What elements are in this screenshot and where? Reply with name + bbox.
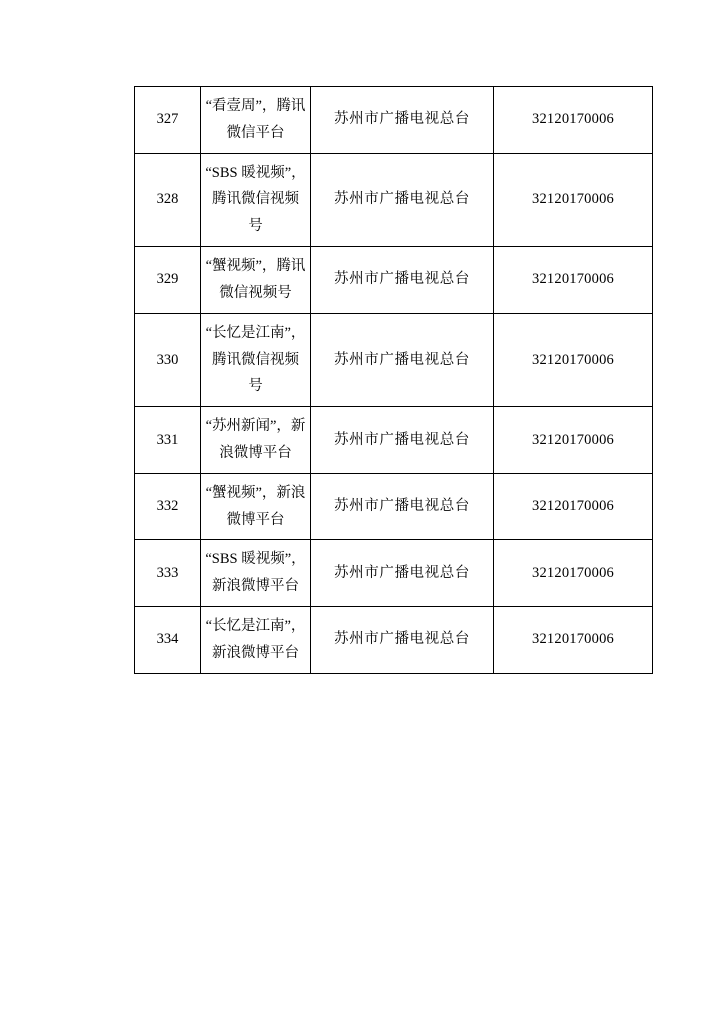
- row-organization: 苏州市广播电视总台: [311, 407, 494, 474]
- row-index: 334: [135, 607, 201, 674]
- row-service-name: “蟹视频”，新浪微博平台: [201, 473, 311, 540]
- row-service-name: “长忆是江南”，新浪微博平台: [201, 607, 311, 674]
- row-index: 332: [135, 473, 201, 540]
- registry-table: [134, 86, 653, 674]
- row-organization: 苏州市广播电视总台: [311, 473, 494, 540]
- row-index: 331: [135, 407, 201, 474]
- table-row: [135, 607, 653, 674]
- row-code: 32120170006: [494, 607, 653, 674]
- row-organization: 苏州市广播电视总台: [311, 607, 494, 674]
- row-organization: 苏州市广播电视总台: [311, 153, 494, 246]
- row-organization: 苏州市广播电视总台: [311, 540, 494, 607]
- row-code: 32120170006: [494, 407, 653, 474]
- row-index: 328: [135, 153, 201, 246]
- table-row: [135, 247, 653, 314]
- table-container: [134, 86, 616, 674]
- row-index: 330: [135, 313, 201, 406]
- row-index: 329: [135, 247, 201, 314]
- row-service-name: “蟹视频”，腾讯微信视频号: [201, 247, 311, 314]
- table-row: [135, 153, 653, 246]
- row-index: 333: [135, 540, 201, 607]
- row-code: 32120170006: [494, 473, 653, 540]
- row-organization: 苏州市广播电视总台: [311, 313, 494, 406]
- table-body: [135, 87, 653, 674]
- row-code: 32120170006: [494, 247, 653, 314]
- row-code: 32120170006: [494, 87, 653, 154]
- table-row: [135, 87, 653, 154]
- table-row: [135, 407, 653, 474]
- row-code: 32120170006: [494, 540, 653, 607]
- row-service-name: “SBS 暖视频”，新浪微博平台: [201, 540, 311, 607]
- row-index: 327: [135, 87, 201, 154]
- table-row: [135, 540, 653, 607]
- row-service-name: “苏州新闻”，新浪微博平台: [201, 407, 311, 474]
- table-row: [135, 473, 653, 540]
- row-code: 32120170006: [494, 153, 653, 246]
- row-service-name: “看壹周”，腾讯微信平台: [201, 87, 311, 154]
- row-service-name: “长忆是江南”，腾讯微信视频号: [201, 313, 311, 406]
- row-organization: 苏州市广播电视总台: [311, 87, 494, 154]
- table-row: [135, 313, 653, 406]
- row-code: 32120170006: [494, 313, 653, 406]
- row-organization: 苏州市广播电视总台: [311, 247, 494, 314]
- row-service-name: “SBS 暖视频”，腾讯微信视频号: [201, 153, 311, 246]
